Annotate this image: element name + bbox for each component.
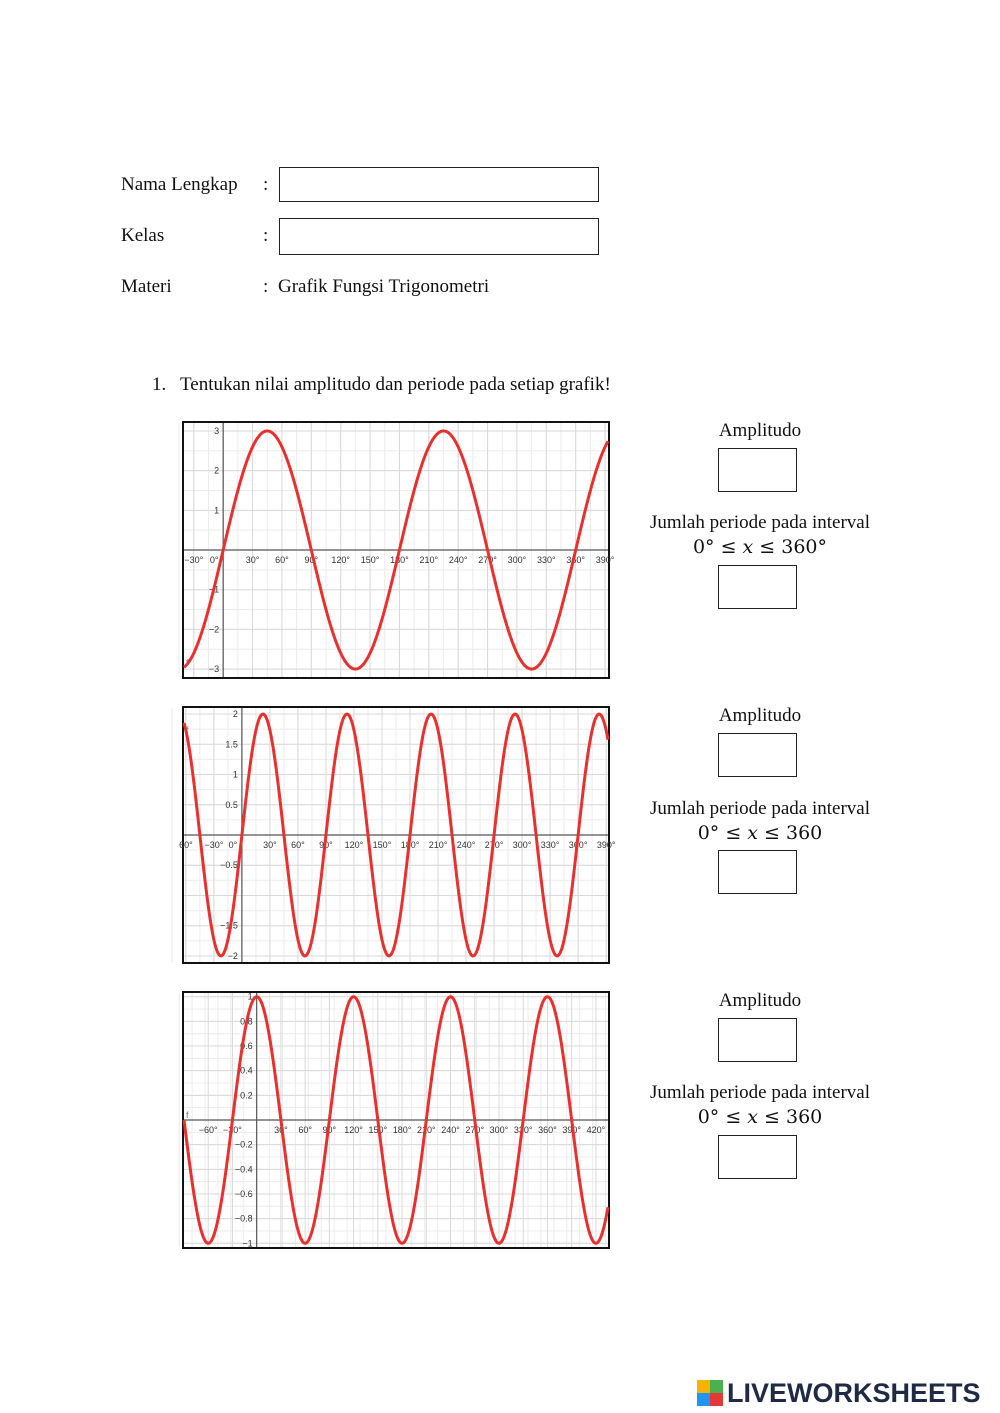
class-label: Kelas — [121, 225, 165, 246]
amplitude-label-2: Amplitudo — [718, 705, 802, 726]
graph-3 — [182, 991, 610, 1249]
y-tick-label: 0.8 — [240, 1016, 253, 1027]
x-tick-label: 210° — [419, 555, 439, 565]
name-label: Nama Lengkap — [121, 174, 238, 195]
x-tick-label: 120° — [344, 840, 364, 850]
y-tick-label: −1 — [208, 584, 220, 595]
x-tick-label: 30° — [245, 555, 260, 565]
period-answer-2[interactable] — [718, 850, 797, 894]
x-tick-label: 60° — [179, 840, 193, 850]
x-tick-label: −60° — [198, 1125, 218, 1135]
y-tick-label: −0.5 — [220, 860, 238, 871]
x-tick-label: 180° — [390, 555, 409, 565]
x-tick-label: 120° — [331, 555, 350, 565]
y-tick-label: 0.5 — [225, 799, 238, 810]
x-tick-label: 180° — [392, 1125, 412, 1135]
x-tick-label: 30° — [274, 1125, 288, 1135]
y-tick-label: 1 — [214, 505, 220, 516]
logo-square-4 — [710, 1393, 723, 1406]
x-tick-label: 150° — [372, 840, 392, 850]
x-tick-label: 120° — [344, 1125, 363, 1135]
topic-colon: : — [263, 276, 269, 297]
y-tick-label: −1.5 — [220, 920, 238, 931]
x-tick-label: 300° — [507, 555, 527, 565]
x-tick-label: 90° — [319, 840, 333, 850]
x-tick-label: 90° — [322, 1125, 337, 1135]
brand-logo[interactable] — [697, 1378, 981, 1408]
x-tick-label: 60° — [291, 840, 305, 850]
x-tick-label: 0° — [228, 840, 238, 850]
question-number: 1. — [152, 374, 167, 395]
topic-label: Materi — [121, 276, 172, 297]
x-tick-label: 240° — [448, 555, 468, 565]
amplitude-answer-1[interactable] — [718, 448, 797, 492]
graph-1 — [182, 421, 615, 679]
liveworksheets-logo-icon — [697, 1380, 723, 1406]
x-tick-label: 60° — [275, 555, 289, 565]
series-label: f — [186, 1110, 189, 1120]
y-tick-label: −0.4 — [234, 1164, 253, 1175]
period-label-2: Jumlah periode pada interval — [649, 798, 870, 819]
amplitude-answer-2[interactable] — [718, 733, 797, 777]
y-tick-label: −2 — [208, 624, 220, 635]
brand-name: LIVEWORKSHEETS — [727, 1377, 981, 1408]
chart-2 — [179, 708, 616, 962]
x-tick-label: 60° — [298, 1125, 312, 1135]
logo-square-2 — [710, 1380, 723, 1393]
class-input[interactable] — [279, 218, 599, 255]
name-colon: : — [263, 174, 269, 195]
chart-1 — [184, 423, 615, 677]
x-tick-label: 420° — [586, 1125, 606, 1135]
x-tick-label: 0° — [209, 555, 219, 565]
x-tick-label: 210° — [428, 840, 448, 850]
x-tick-label: 390° — [596, 840, 616, 850]
question-1 — [152, 374, 611, 396]
period-answer-3[interactable] — [718, 1135, 797, 1179]
x-tick-label: 300° — [489, 1125, 509, 1135]
y-tick-label: −2 — [227, 950, 238, 961]
x-tick-label: 360° — [538, 1125, 557, 1135]
logo-square-3 — [697, 1393, 710, 1406]
x-tick-label: 270° — [484, 840, 504, 850]
amplitude-answer-3[interactable] — [718, 1018, 797, 1062]
x-tick-label: 300° — [512, 840, 532, 850]
y-tick-label: 2 — [232, 709, 238, 720]
topic-value: Grafik Fungsi Trigonometri — [278, 276, 490, 297]
x-tick-label: 330° — [536, 555, 556, 565]
y-tick-label: 0.2 — [240, 1090, 253, 1101]
x-tick-label: 360° — [568, 840, 588, 850]
x-tick-label: 330° — [540, 840, 560, 850]
y-tick-label: −0.8 — [234, 1213, 253, 1224]
name-input[interactable] — [279, 167, 599, 202]
series-label: f — [186, 724, 189, 735]
y-tick-label: 3 — [214, 425, 220, 436]
amplitude-label-3: Amplitudo — [718, 990, 802, 1011]
x-tick-label: 240° — [441, 1125, 460, 1135]
period-label-3: Jumlah periode pada interval — [649, 1082, 870, 1103]
class-colon: : — [263, 225, 269, 246]
period-label-1: Jumlah periode pada interval — [649, 512, 870, 533]
x-tick-label: −30° — [223, 1125, 242, 1135]
logo-square-1 — [697, 1380, 710, 1393]
y-tick-label: 1.5 — [225, 739, 238, 750]
period-answer-1[interactable] — [718, 565, 797, 609]
y-tick-label: −0.6 — [234, 1188, 253, 1199]
series-label: f — [186, 657, 189, 668]
y-tick-label: 2 — [214, 465, 220, 476]
x-tick-label: 390° — [562, 1125, 581, 1135]
x-tick-label: −30° — [184, 555, 204, 565]
amplitude-label-1: Amplitudo — [718, 420, 802, 441]
y-tick-label: 0.4 — [240, 1065, 253, 1076]
question-text: Tentukan nilai amplitudo dan periode pada setiap grafik! — [180, 374, 611, 395]
x-tick-label: 90° — [304, 555, 319, 565]
graph-2 — [179, 706, 616, 964]
x-tick-label: 150° — [360, 555, 380, 565]
y-tick-label: 0.6 — [240, 1041, 253, 1052]
x-tick-label: 180° — [400, 840, 420, 850]
y-tick-label: 1 — [232, 769, 238, 780]
x-tick-label: −30° — [204, 840, 224, 850]
x-tick-label: 390° — [595, 555, 615, 565]
x-tick-label: 240° — [456, 840, 476, 850]
x-tick-label: 360° — [566, 555, 585, 565]
y-tick-label: 1 — [247, 991, 253, 1002]
y-tick-label: −0.2 — [234, 1139, 253, 1150]
interval-2: 0° ≤ 𝑥 ≤ 360 — [697, 822, 823, 844]
x-tick-label: 210° — [416, 1125, 436, 1135]
interval-1: 0° ≤ 𝑥 ≤ 360° — [692, 536, 828, 558]
y-tick-label: −3 — [208, 664, 220, 675]
chart-3 — [184, 993, 608, 1247]
x-tick-label: 30° — [263, 840, 277, 850]
x-tick-label: 270° — [478, 555, 497, 565]
y-tick-label: −1 — [242, 1238, 253, 1249]
x-tick-label: 270° — [465, 1125, 485, 1135]
x-tick-label: 150° — [368, 1125, 388, 1135]
x-tick-label: 330° — [513, 1125, 533, 1135]
interval-3: 0° ≤ 𝑥 ≤ 360 — [697, 1106, 823, 1128]
